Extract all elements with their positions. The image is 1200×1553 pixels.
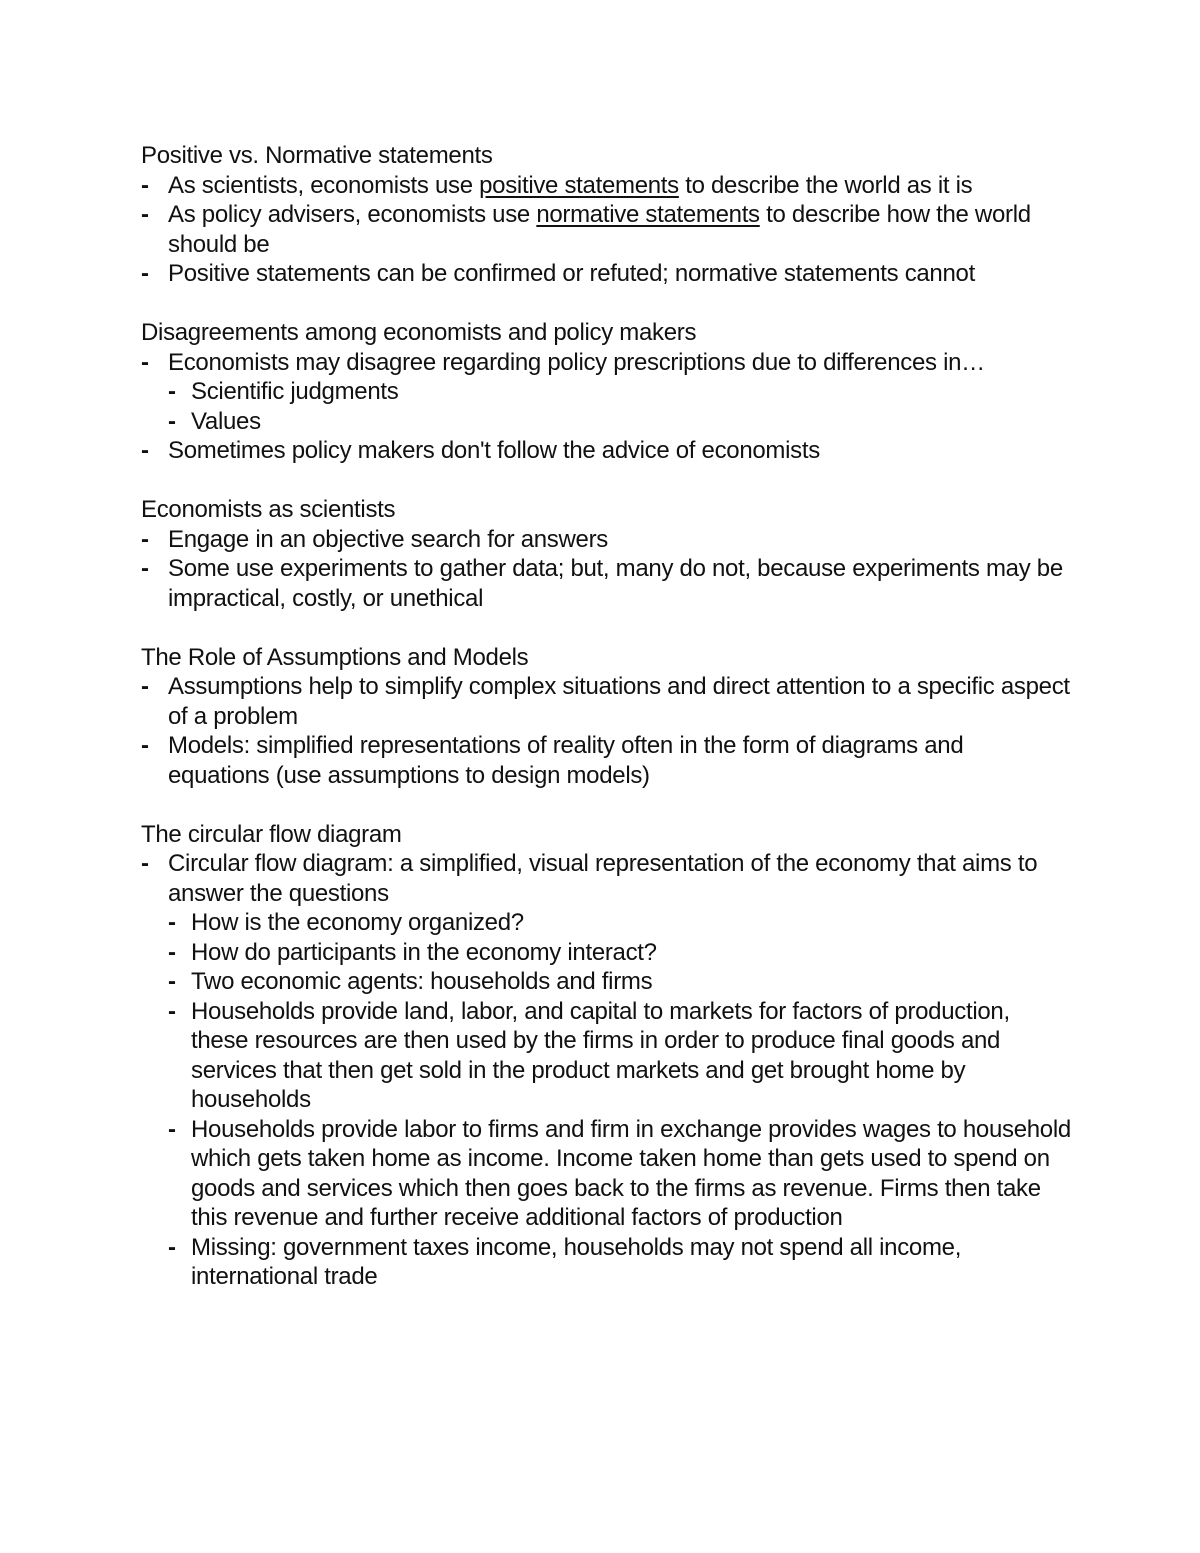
dash-bullet-icon: -: [168, 909, 176, 936]
dash-bullet-icon: -: [168, 938, 176, 966]
dash-bullet-icon: -: [141, 525, 149, 553]
section-heading: Positive vs. Normative statements: [141, 142, 493, 169]
section-heading: The circular flow diagram: [141, 820, 402, 848]
section-heading: Disagreements among economists and policy makers: [141, 319, 697, 346]
dash-bullet-icon: -: [141, 201, 149, 228]
dash-bullet-icon: -: [168, 378, 176, 405]
dash-bullet-icon: -: [141, 732, 149, 759]
dash-bullet-icon: -: [168, 407, 176, 435]
section-heading: The Role of Assumptions and Models: [141, 643, 529, 671]
dash-bullet-icon: -: [141, 555, 149, 582]
list-item: - Positive statements can be confirmed or refuted; normative statements cannot: [141, 260, 975, 287]
section-assumptions-models: [141, 643, 1071, 791]
section-heading: Economists as scientists: [141, 496, 396, 523]
list-item: - Circular flow diagram: a simplified, visual representation of the economy that aims to answer the questions - How is the economy organized? - How do participants in the economy interact? - Two economic agents: households and firms - Households provide land, labor, and capital to markets for factors of production, these resources are then used by the firms in order to produce final goods and services that then get sold in the product markets and get brought home by households - Households provide labor to firms and firm in exchange provides wages to household which gets taken home as income. Income taken home than gets used to spend on goods and services which then goes back to the firms as revenue. Firms then take this revenue and further receive additional factors of production - Missing: government taxes income, households may not spend all income, international trade: [141, 850, 1071, 1290]
document-page: [141, 141, 1071, 1321]
sub-list-item: - How is the economy organized?: [168, 909, 524, 936]
sub-list-item: - Values: [168, 407, 261, 435]
dash-bullet-icon: -: [168, 968, 176, 995]
list-item: - Models: simplified representations of reality often in the form of diagrams and equations (use assumptions to design models): [141, 732, 964, 789]
section-circular-flow: [141, 820, 1071, 1292]
list-item: - Engage in an objective search for answers: [141, 525, 608, 553]
sub-list-item: - Scientific judgments: [168, 378, 399, 405]
section-economists-as-scientists: [141, 495, 1071, 613]
sub-list-item: - Households provide labor to firms and firm in exchange provides wages to household which gets taken home as income. Income taken home than gets used to spend on goods and services which then goes back to the firms as revenue. Firms then take this revenue and further receive additional factors of production: [168, 1115, 1071, 1231]
bullet-list: [141, 348, 1071, 466]
list-item: - As policy advisers, economists use normative statements to describe how the world should be: [141, 201, 1031, 258]
section-disagreements: [141, 318, 1071, 466]
sub-list-item: - Households provide land, labor, and capital to markets for factors of production, these resources are then used by the firms in order to produce final goods and services that then get sold in the product markets and get brought home by households: [168, 997, 1010, 1113]
list-item: - Economists may disagree regarding policy prescriptions due to differences in… - Scientific judgments - Values: [141, 348, 1071, 437]
dash-bullet-icon: -: [168, 1233, 176, 1261]
bullet-list: [141, 525, 1071, 614]
list-item: - Assumptions help to simplify complex situations and direct attention to a specific aspect of a problem: [141, 673, 1070, 730]
dash-bullet-icon: -: [168, 1115, 176, 1143]
list-item: - Sometimes policy makers don't follow the advice of economists: [141, 437, 820, 464]
dash-bullet-icon: -: [168, 997, 176, 1025]
sub-bullet-list: [168, 377, 1071, 436]
dash-bullet-icon: -: [141, 348, 149, 376]
underlined-term: normative statements: [536, 201, 760, 228]
dash-bullet-icon: -: [141, 437, 149, 464]
underlined-term: positive statements: [479, 171, 679, 199]
dash-bullet-icon: -: [141, 673, 149, 700]
section-positive-normative: [141, 141, 1071, 289]
dash-bullet-icon: -: [141, 171, 149, 199]
list-item: - Some use experiments to gather data; but, many do not, because experiments may be impractical, costly, or unethical: [141, 555, 1063, 612]
list-item: - As scientists, economists use positive statements to describe the world as it is: [141, 171, 973, 199]
dash-bullet-icon: -: [141, 850, 149, 877]
sub-list-item: - Missing: government taxes income, households may not spend all income, international trade: [168, 1233, 962, 1290]
bullet-list: [141, 849, 1071, 1292]
bullet-list: [141, 171, 1071, 289]
dash-bullet-icon: -: [141, 260, 149, 287]
sub-list-item: - Two economic agents: households and firms: [168, 968, 653, 995]
sub-bullet-list: [168, 908, 1071, 1292]
sub-list-item: - How do participants in the economy interact?: [168, 938, 657, 966]
bullet-list: [141, 672, 1071, 790]
